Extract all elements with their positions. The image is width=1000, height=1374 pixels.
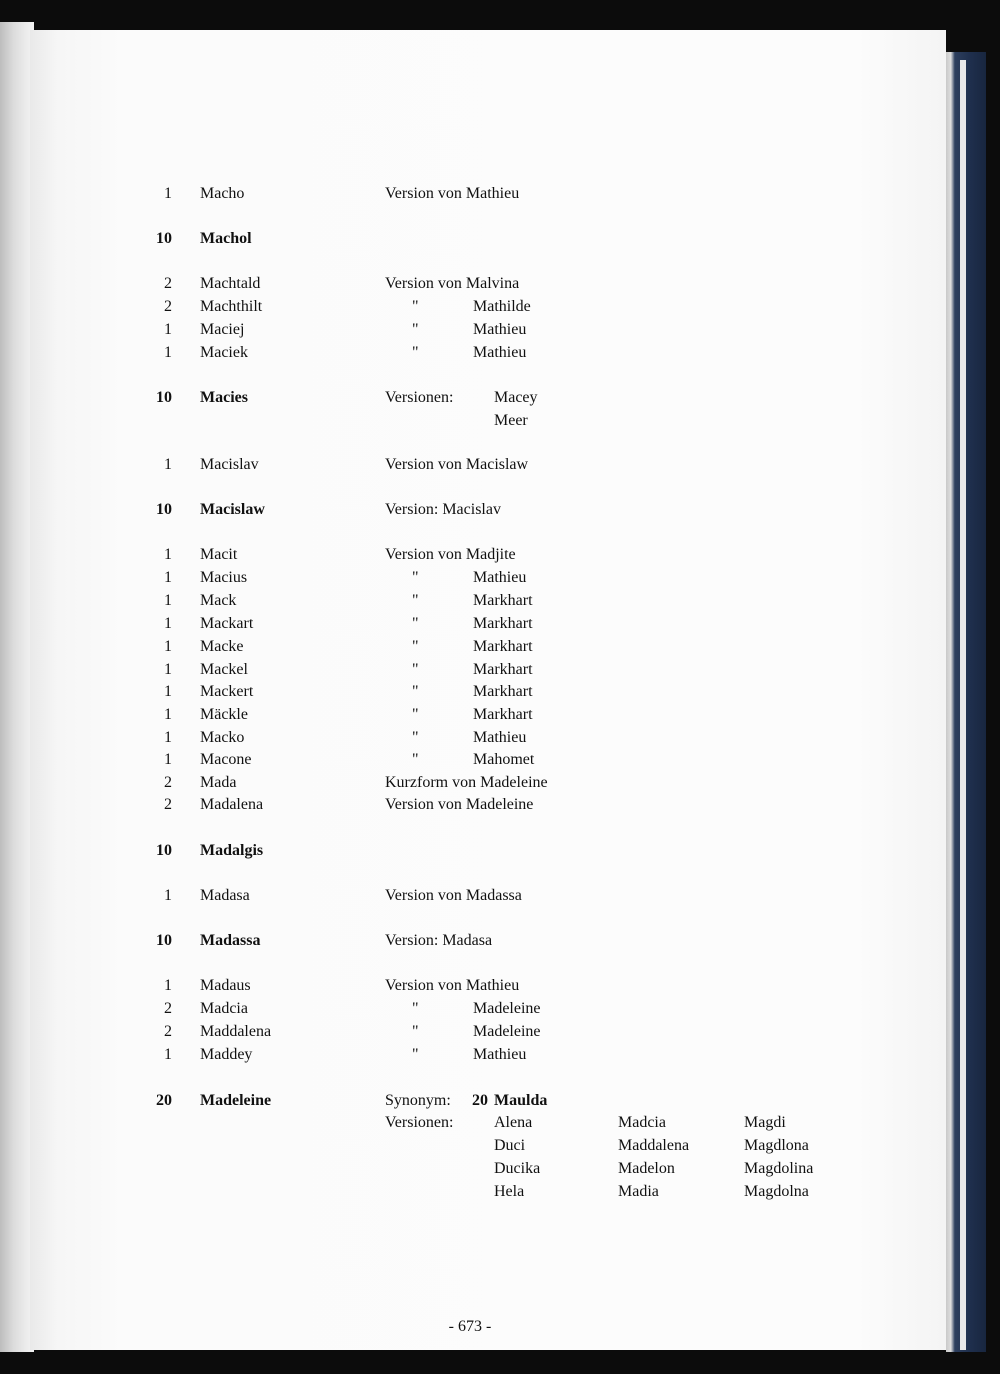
entry-name: Mackert	[200, 683, 254, 700]
version-item: Magdlona	[744, 1137, 809, 1154]
entry-target: Markhart	[473, 615, 533, 632]
entry-name: Machol	[200, 230, 252, 247]
entry-row	[0, 931, 1000, 955]
entry-info: Version von Mathieu	[385, 977, 520, 994]
entry-target: Mathieu	[473, 729, 527, 746]
entry-name: Madalgis	[200, 842, 264, 859]
page-number: - 673 -	[448, 1318, 492, 1335]
entry-target: Madeleine	[473, 1023, 541, 1040]
entry-count: 10	[156, 932, 172, 949]
ditto-mark: "	[412, 592, 419, 609]
ditto-mark: "	[412, 1046, 419, 1063]
entry-count: 1	[164, 592, 172, 609]
entry-count: 1	[164, 977, 172, 994]
entry-target: Madeleine	[473, 1000, 541, 1017]
entry-target: Markhart	[473, 706, 533, 723]
entry-count: 10	[156, 230, 172, 247]
entry-name: Madaus	[200, 977, 251, 994]
entry-count: 1	[164, 729, 172, 746]
entry-row	[0, 343, 1000, 367]
ditto-mark: "	[412, 1000, 419, 1017]
entry-target: Mathieu	[473, 569, 527, 586]
entry-count: 1	[164, 638, 172, 655]
entry-count: 1	[164, 569, 172, 586]
entry-target: Meer	[494, 412, 528, 429]
entry-count: 10	[156, 389, 172, 406]
entry-count: 1	[164, 344, 172, 361]
entry-name: Maciej	[200, 321, 245, 338]
entry-name: Macislaw	[200, 501, 265, 518]
entry-row	[0, 773, 1000, 797]
entry-count: 1	[164, 1046, 172, 1063]
entry-count: 2	[164, 774, 172, 791]
entry-name: Machthilt	[200, 298, 263, 315]
entry-count: 1	[164, 706, 172, 723]
version-item: Alena	[494, 1114, 533, 1131]
version-item: Magdolina	[744, 1160, 814, 1177]
entry-count: 2	[164, 1023, 172, 1040]
ditto-mark: "	[412, 615, 419, 632]
ditto-mark: "	[412, 638, 419, 655]
entry-row	[0, 388, 1000, 429]
entry-row	[0, 750, 1000, 774]
ditto-mark: "	[412, 569, 419, 586]
entry-row	[0, 545, 1000, 569]
entry-target: Markhart	[473, 661, 533, 678]
entry-target: Macey	[494, 389, 538, 406]
version-item: Madelon	[618, 1160, 675, 1177]
entry-count: 20	[156, 1092, 172, 1109]
entry-info: Version: Madasa	[385, 932, 493, 949]
entry-name: Madalena	[200, 796, 264, 813]
entry-count: 1	[164, 546, 172, 563]
entry-target: Mathieu	[473, 321, 527, 338]
ditto-mark: "	[412, 344, 419, 361]
entry-name: Machtald	[200, 275, 261, 292]
entry-row	[0, 297, 1000, 321]
entry-row	[0, 886, 1000, 910]
entry-name: Madassa	[200, 932, 261, 949]
entry-count: 1	[164, 615, 172, 632]
entry-row	[0, 1022, 1000, 1046]
entry-name: Mackel	[200, 661, 248, 678]
entry-count: 1	[164, 683, 172, 700]
ditto-mark: "	[412, 751, 419, 768]
entry-row	[0, 795, 1000, 819]
entry-name: Mack	[200, 592, 237, 609]
ditto-mark: "	[412, 683, 419, 700]
entry-row	[0, 184, 1000, 208]
entry-row	[0, 705, 1000, 729]
entry-count: 1	[164, 185, 172, 202]
entry-target: Markhart	[473, 592, 533, 609]
entry-count: 10	[156, 501, 172, 518]
entry-name: Madasa	[200, 887, 250, 904]
entry-row	[0, 728, 1000, 752]
entry-row	[0, 841, 1000, 865]
entry-info: Versionen:	[385, 389, 454, 406]
entry-name: Madeleine	[200, 1092, 272, 1109]
entry-info: Version von Madeleine	[385, 796, 534, 813]
entry-row	[0, 637, 1000, 661]
entry-row	[0, 660, 1000, 684]
entry-name: Maddey	[200, 1046, 253, 1063]
entry-count: 1	[164, 456, 172, 473]
entry-row	[0, 320, 1000, 344]
entry-row	[0, 682, 1000, 706]
entry-target: Markhart	[473, 683, 533, 700]
entry-row	[0, 568, 1000, 592]
entry-info: Version: Macislav	[385, 501, 501, 518]
entry-count: 2	[164, 298, 172, 315]
version-item: Magdi	[744, 1114, 786, 1131]
entry-count: 2	[164, 275, 172, 292]
version-item: Ducika	[494, 1160, 541, 1177]
entry-name: Macone	[200, 751, 252, 768]
versions-label: Versionen:	[385, 1114, 454, 1131]
synonym-count: 20	[472, 1092, 488, 1109]
version-item: Hela	[494, 1183, 525, 1200]
entry-info: Synonym:	[385, 1092, 451, 1109]
entry-name: Mada	[200, 774, 237, 791]
entry-info: Version von Madassa	[385, 887, 522, 904]
ditto-mark: "	[412, 298, 419, 315]
entry-name: Macislav	[200, 456, 259, 473]
entry-info: Version von Madjite	[385, 546, 516, 563]
ditto-mark: "	[412, 1023, 419, 1040]
ditto-mark: "	[412, 321, 419, 338]
entry-name: Maciek	[200, 344, 248, 361]
version-item: Madcia	[618, 1114, 666, 1131]
entry-target: Markhart	[473, 638, 533, 655]
entry-target: Mathieu	[473, 1046, 527, 1063]
ditto-mark: "	[412, 661, 419, 678]
entry-row	[0, 229, 1000, 253]
version-item: Duci	[494, 1137, 526, 1154]
version-item: Madia	[618, 1183, 659, 1200]
entry-name: Macies	[200, 389, 248, 406]
ditto-mark: "	[412, 729, 419, 746]
entry-name: Maddalena	[200, 1023, 272, 1040]
entry-name: Mackart	[200, 615, 254, 632]
entry-count: 1	[164, 751, 172, 768]
version-item: Maddalena	[618, 1137, 690, 1154]
entry-name: Macke	[200, 638, 244, 655]
entry-name: Macius	[200, 569, 248, 586]
entry-row	[0, 1045, 1000, 1069]
entry-row	[0, 455, 1000, 479]
entry-info: Version von Macislaw	[385, 456, 529, 473]
entry-row	[0, 500, 1000, 524]
entry-name: Macko	[200, 729, 245, 746]
entry-row	[0, 999, 1000, 1023]
entry-name: Madcia	[200, 1000, 248, 1017]
entry-count: 2	[164, 1000, 172, 1017]
version-item: Magdolna	[744, 1183, 809, 1200]
entry-count: 1	[164, 661, 172, 678]
entry-count: 2	[164, 796, 172, 813]
entry-row	[0, 614, 1000, 638]
entry-name: Macit	[200, 546, 238, 563]
entry-row	[0, 1091, 1000, 1115]
entry-target: Mahomet	[473, 751, 535, 768]
entry-name: Mäckle	[200, 706, 248, 723]
entry-target: Mathilde	[473, 298, 531, 315]
entry-count: 1	[164, 321, 172, 338]
entry-info: Kurzform von Madeleine	[385, 774, 548, 791]
entry-row	[0, 976, 1000, 1000]
entry-row	[0, 274, 1000, 298]
ditto-mark: "	[412, 706, 419, 723]
entry-row	[0, 591, 1000, 615]
entry-count: 10	[156, 842, 172, 859]
entry-info: Version von Malvina	[385, 275, 520, 292]
synonym-name: Maulda	[494, 1092, 548, 1109]
entry-name: Macho	[200, 185, 245, 202]
entry-count: 1	[164, 887, 172, 904]
entry-target: Mathieu	[473, 344, 527, 361]
entry-info: Version von Mathieu	[385, 185, 520, 202]
